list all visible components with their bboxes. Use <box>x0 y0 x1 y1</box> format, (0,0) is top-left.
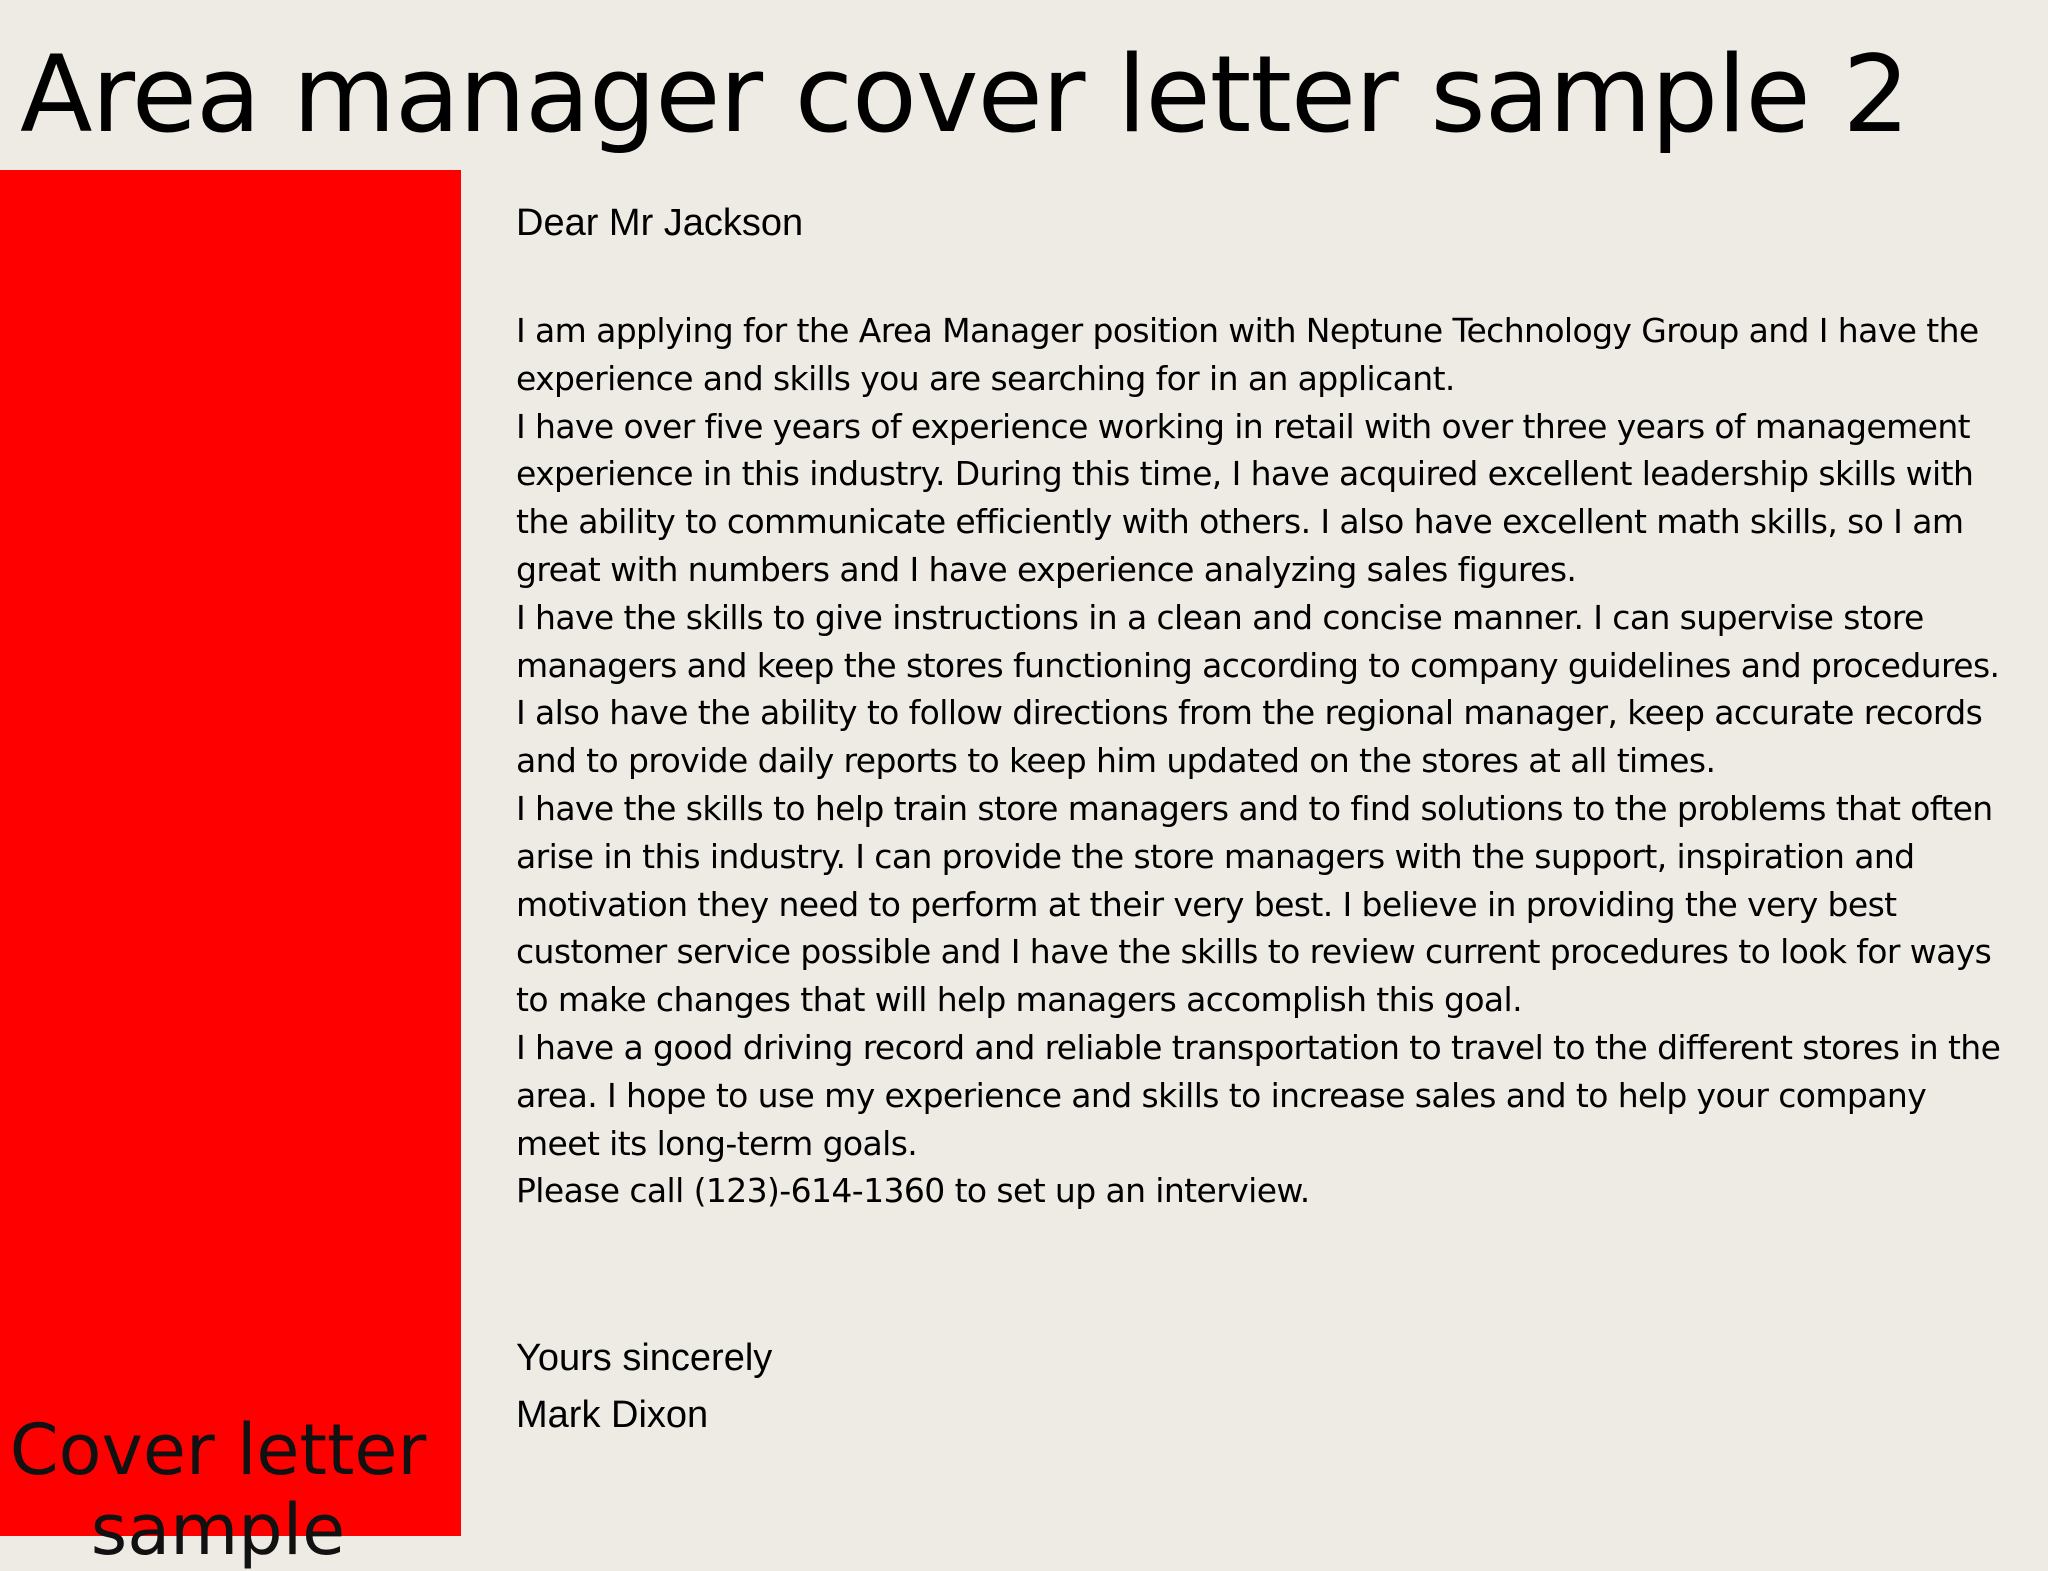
letter-salutation: Dear Mr Jackson <box>516 202 804 244</box>
letter-paragraph: I have the skills to help train store managers and to find solutions to the problems that often arise in this industry. I can provide the store managers with the support, inspiration and motivation they need to perform at their very best. I believe in providing the very best customer service possible and I have the skills to review current procedures to look for ways to make changes that will help managers accomplish this goal. <box>516 788 1993 1020</box>
letter-closing: Yours sincerely <box>516 1337 773 1379</box>
letter-signature: Mark Dixon <box>516 1394 709 1436</box>
page-title: Area manager cover letter sample 2 <box>20 33 1909 156</box>
letter-body <box>516 195 2016 1215</box>
letter-paragraph: I have the skills to give instructions in a clean and concise manner. I can supervise store managers and keep the stores functioning according to company guidelines and procedures. I also have the ability to follow directions from the regional manager, keep accurate records and to provide daily reports to keep him updated on the stores at all times. <box>516 597 2000 781</box>
letter-paragraph: I have a good driving record and reliable transportation to travel to the different stores in the area. I hope to use my experience and skills to increase sales and to help your company meet its long-term goals. <box>516 1027 2001 1163</box>
sidebar-panel <box>0 170 461 1571</box>
letter-paragraph: I am applying for the Area Manager position with Neptune Technology Group and I have the experience and skills you are searching for in an applicant. <box>516 311 1979 398</box>
letter-closing-block <box>516 1330 772 1444</box>
letter-paragraph: I have over five years of experience working in retail with over three years of management experience in this industry. During this time, I have acquired excellent leadership skills with the ability to communicate efficiently with others. I also have excellent math skills, so I am great with numbers and I have experience analyzing sales figures. <box>516 406 1974 589</box>
letter-paragraph: Please call (123)-614-1360 to set up an interview. <box>516 1171 1310 1211</box>
letter-paragraphs <box>516 307 2016 1215</box>
sidebar-caption: Cover letter sample <box>9 1409 427 1571</box>
